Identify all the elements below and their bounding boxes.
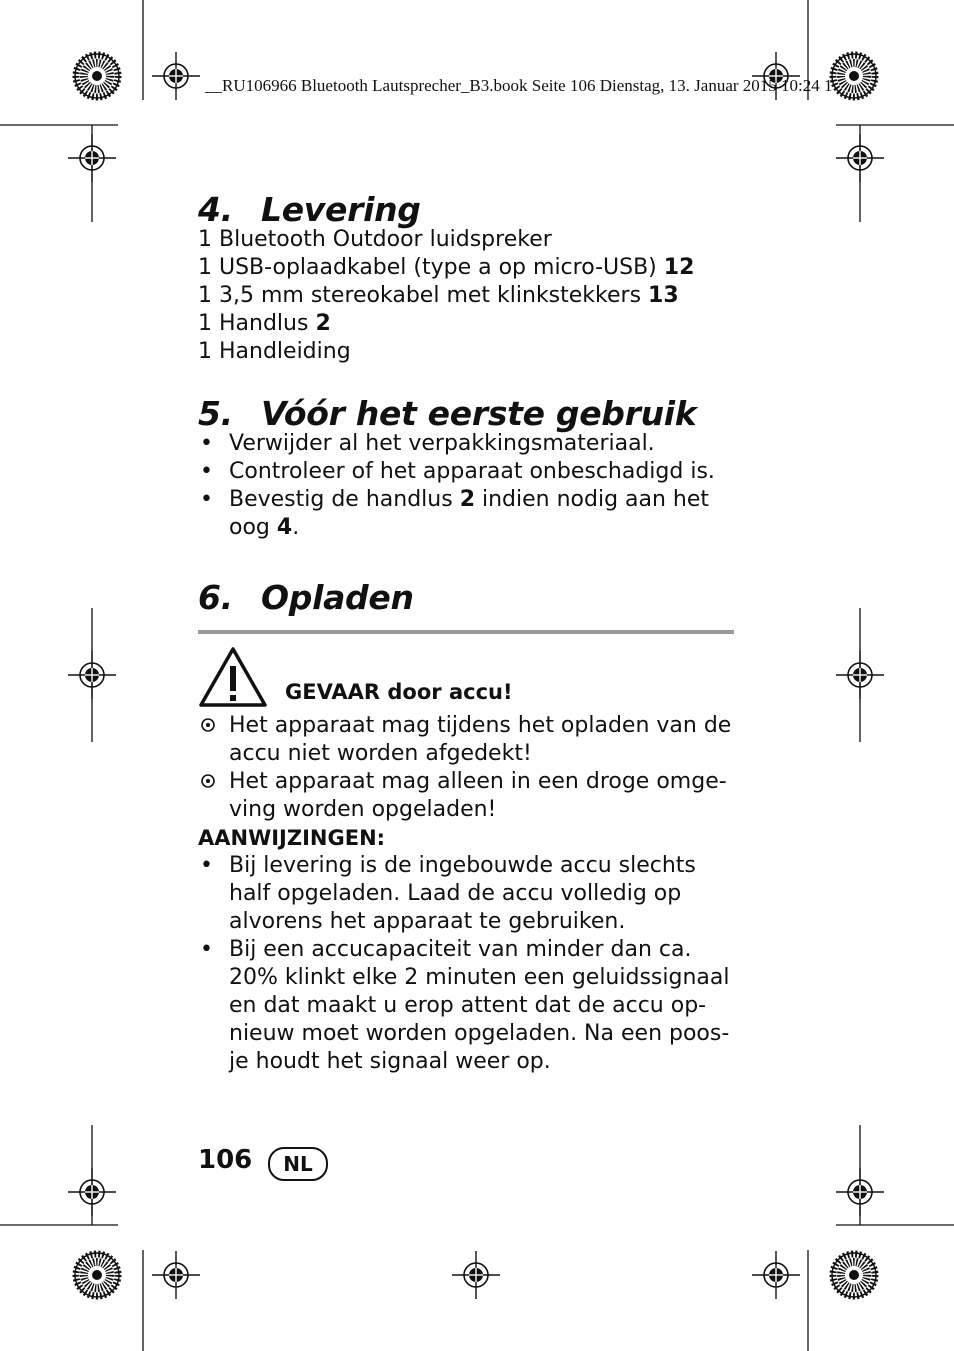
page-content xyxy=(198,190,734,1076)
list-item: 1 Bluetooth Outdoor luidspreker xyxy=(198,227,552,252)
delivery-list xyxy=(198,226,734,366)
section-eerste-gebruik xyxy=(198,394,734,542)
language-badge: NL xyxy=(268,1147,328,1181)
section-levering xyxy=(198,190,734,366)
bullet-icon: • xyxy=(200,459,213,484)
bullet-icon: • xyxy=(200,487,213,512)
list-item: • Verwijder al het verpakkingsmateriaal. xyxy=(200,431,655,456)
list-item: • Bevestig de handlus 2 indien nodig aan het oog 4. xyxy=(200,487,710,540)
warning-triangle-icon xyxy=(198,646,268,708)
bullet-icon: • xyxy=(200,853,213,878)
print-slug-header: __RU106966 Bluetooth Lautsprecher_B3.book Seite 106 Dienstag, 13. Januar 2015 10:24 1 xyxy=(205,76,833,95)
notes-title: AANWIJZINGEN: xyxy=(198,826,386,850)
list-item: 1 USB-oplaadkabel (type a op micro-USB) 12 xyxy=(198,255,695,280)
bullet-icon: • xyxy=(200,431,213,456)
list-item: Het apparaat mag alleen in een droge omge-ving worden opgeladen! xyxy=(198,768,734,824)
list-item: • Controleer of het apparaat onbeschadigd is. xyxy=(200,459,715,484)
page-number: 106 xyxy=(198,1145,253,1175)
circle-dot-icon xyxy=(200,768,220,804)
warning-list xyxy=(198,712,734,824)
section-heading-opladen: 6. Opladen xyxy=(198,578,414,617)
section-heading-levering: 4. Levering xyxy=(198,190,421,229)
notes-list xyxy=(198,852,734,1076)
section-divider xyxy=(198,630,734,634)
list-item: 1 3,5 mm stereokabel met klinkstekkers 13 xyxy=(198,283,679,308)
section-heading-eerste-gebruik: 5. Vóór het eerste gebruik xyxy=(198,394,697,433)
warning-header xyxy=(198,646,734,708)
list-item: • Bij een accucapaciteit van minder dan ca. 20% klinkt elke 2 minuten een geluidssignaal en dat maakt u erop attent dat de accu op-nieuw moet worden opgeladen. Na een poos-je houdt het signaal weer op. xyxy=(200,937,730,1074)
list-item: • Bij levering is de ingebouwde accu slechts half opgeladen. Laad de accu volledig op alvorens het apparaat te gebruiken. xyxy=(200,853,696,934)
bullet-icon: • xyxy=(200,937,213,962)
section-opladen xyxy=(198,578,734,1076)
circle-dot-icon xyxy=(200,712,220,748)
list-item: 1 Handlus 2 xyxy=(198,311,331,336)
list-item: 1 Handleiding xyxy=(198,339,351,364)
warning-title: GEVAAR door accu! xyxy=(285,680,513,704)
first-use-list xyxy=(198,430,734,542)
list-item: Het apparaat mag tijdens het opladen van de accu niet worden afgedekt! xyxy=(198,712,734,768)
